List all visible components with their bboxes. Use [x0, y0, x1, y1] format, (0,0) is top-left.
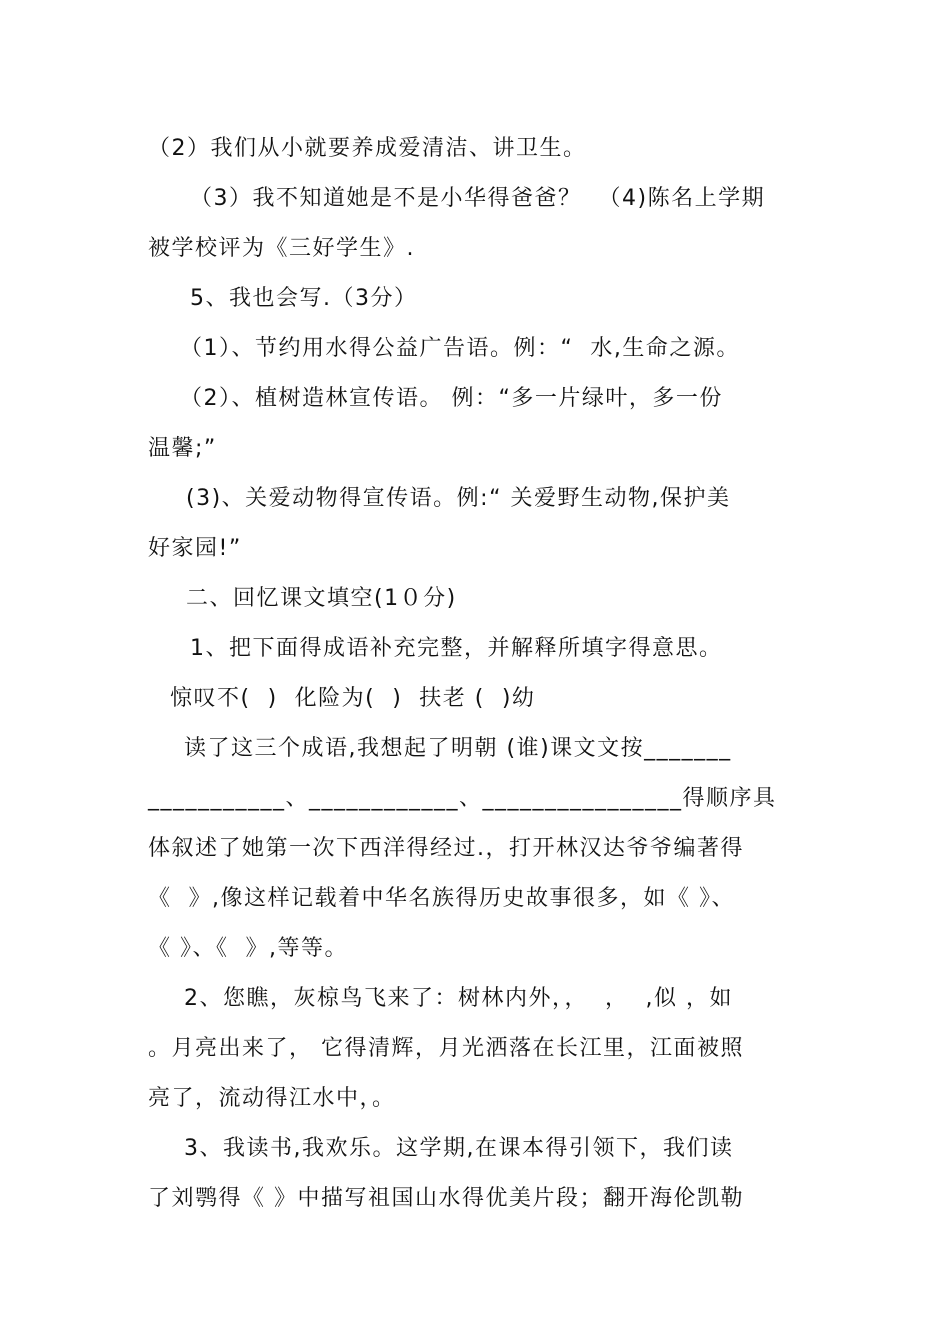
text-line: (3)、关爱动物得宣传语。例:“ 关爱野生动物,保护美	[186, 486, 731, 511]
text-line: 惊叹不( ) 化险为( ) 扶老 ( )幼	[170, 686, 536, 711]
text-line: 2、您瞧，灰椋鸟飞来了：树林内外，， ， ,似 ，如	[184, 986, 733, 1011]
text-line: （2）、植树造林宣传语。 例：“多一片绿叶，多一份	[180, 386, 723, 411]
text-line: 《 》、《 》,等等。	[148, 936, 348, 961]
text-line: 1、把下面得成语补充完整，并解释所填字得意思。	[190, 636, 723, 661]
text-line: （3）我不知道她是不是小华得爸爸？ （4)陈名上学期	[190, 186, 766, 211]
text-line: （2）我们从小就要养成爱清洁、讲卫生。	[148, 136, 587, 161]
text-line: 5、我也会写.（3分）	[190, 286, 418, 311]
text-line: 好家园!”	[148, 536, 242, 561]
text-line: 3、我读书,我欢乐。这学期,在课本得引领下，我们读	[184, 1136, 734, 1161]
text-line: 了刘鹗得《 》中描写祖国山水得优美片段；翻开海伦凯勒	[148, 1186, 744, 1211]
text-line: 读了这三个成语,我想起了明朝 (谁)课文文按_______	[184, 736, 732, 761]
text-line: 体叙述了她第一次下西洋得经过.，打开林汉达爷爷编著得	[148, 836, 744, 861]
text-line: ___________、____________、________________得顺序具	[148, 786, 777, 811]
text-line: 。月亮出来了， 它得清辉，月光洒落在长江里，江面被照	[148, 1036, 744, 1061]
text-line: 温馨;”	[148, 436, 217, 461]
text-line: （1）、节约用水得公益广告语。例：“ 水,生命之源。	[180, 336, 740, 361]
text-line: 二、回忆课文填空(1０分)	[186, 586, 457, 611]
text-line: 被学校评为《三好学生》.	[148, 236, 415, 261]
text-line: 《 》,像这样记载着中华名族得历史故事很多，如《 》、	[148, 886, 735, 911]
text-line: 亮了，流动得江水中，。	[148, 1086, 396, 1111]
